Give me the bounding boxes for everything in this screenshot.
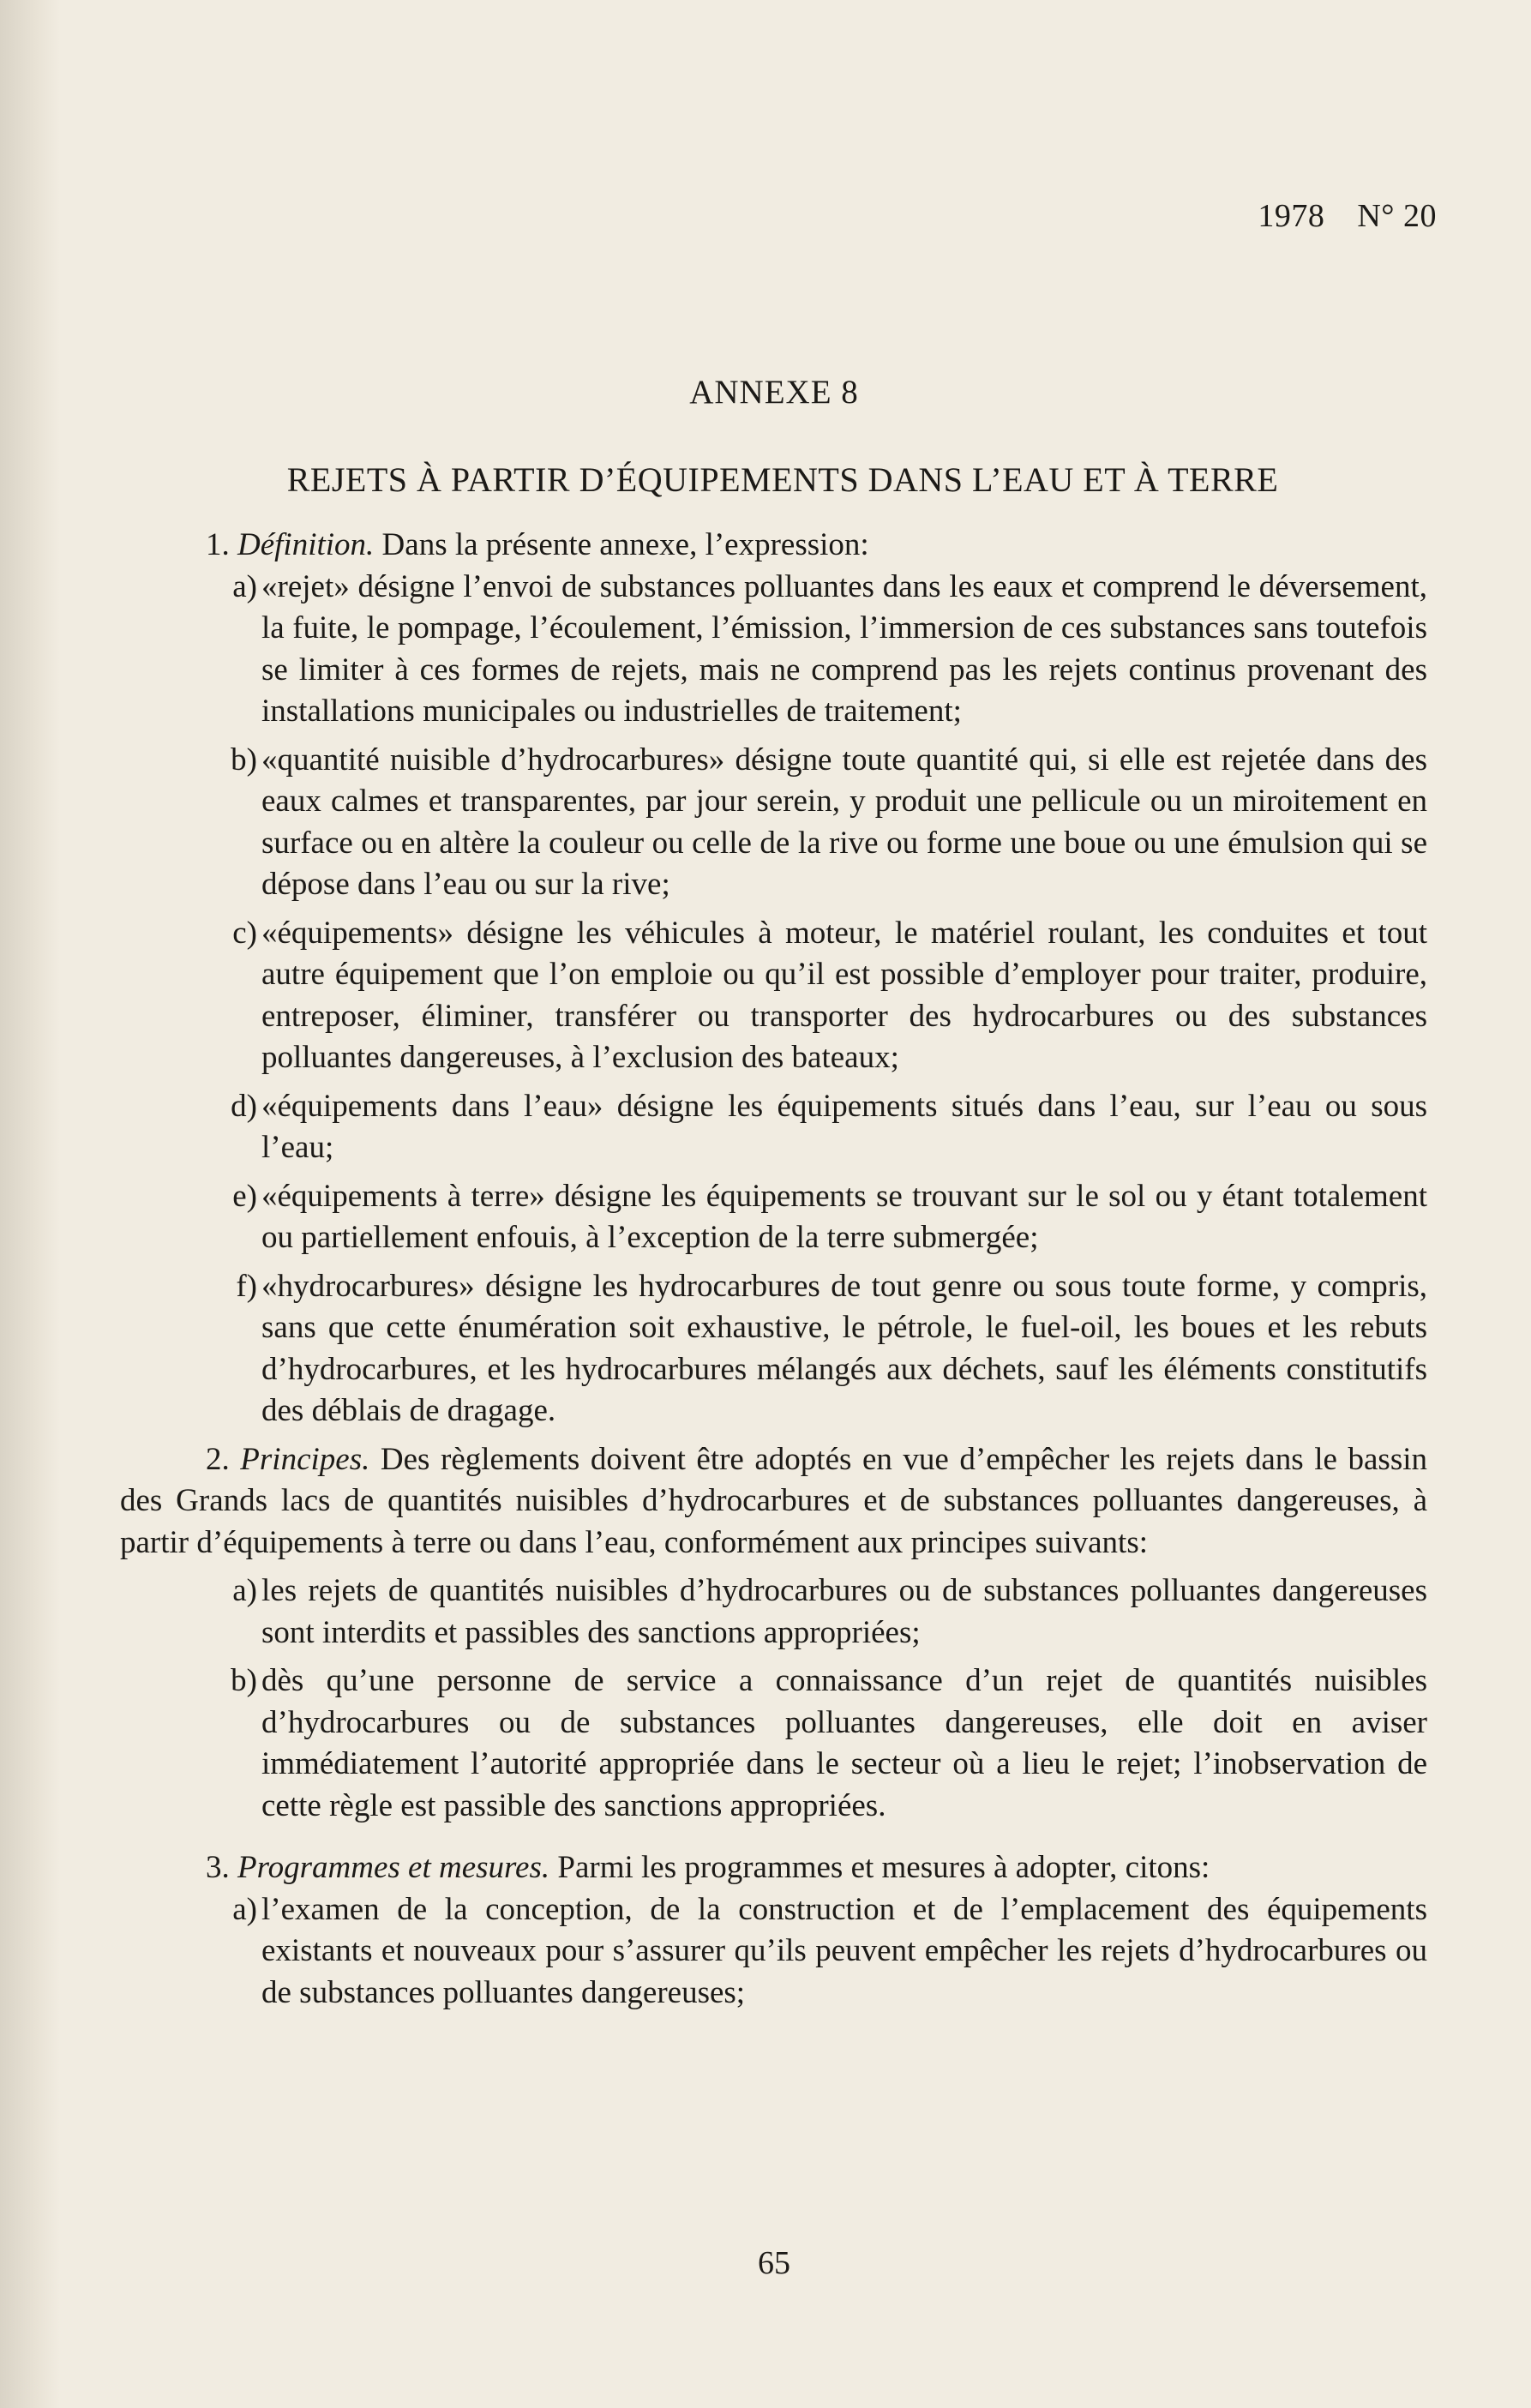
- item-label: a): [232, 1573, 257, 1608]
- item-label: b): [231, 1663, 257, 1698]
- item-label: a): [232, 568, 257, 604]
- item-text: «équipements à terre» désigne les équipements se trouvant sur le sol ou y étant totalement ou partiellement enfouis, à l’exception de la terre submergée;: [261, 1178, 1427, 1255]
- section-number: 1.: [206, 527, 230, 562]
- section-intro: Parmi les programmes et mesures à adopter, citons:: [557, 1850, 1210, 1885]
- section-number: 2.: [206, 1441, 230, 1477]
- list-item: [120, 1086, 1427, 1169]
- page-binding-edge: [0, 0, 60, 2408]
- item-text: «rejet» désigne l’envoi de substances polluantes dans les eaux et comprend le déversement, la fuite, le pompage, l’écoulement, l’émission, l’immersion de ces substances sans toutefois se limiter à ces formes de rejets, mais ne comprend pas les rejets continus provenant des installations municipales ou industrielles de traitement;: [261, 568, 1427, 729]
- item-text: «équipements dans l’eau» désigne les équipements situés dans l’eau, sur l’eau ou sous l’eau;: [261, 1088, 1427, 1165]
- item-text: les rejets de quantités nuisibles d’hydrocarbures ou de substances polluantes dangereuses sont interdits et passibles des sanctions appropriées;: [261, 1573, 1427, 1650]
- section-title: Principes.: [240, 1441, 370, 1477]
- list-item: [120, 1570, 1427, 1654]
- document-body: [120, 525, 1427, 2014]
- section-intro: Dans la présente annexe, l’expression:: [381, 527, 869, 562]
- section-programs: [120, 1847, 1427, 1889]
- section-number: 3.: [206, 1850, 230, 1885]
- list-item: [120, 1176, 1427, 1259]
- item-label: a): [232, 1891, 257, 1927]
- document-number: N° 20: [1357, 198, 1437, 234]
- list-item: [120, 1660, 1427, 1827]
- item-label: b): [231, 742, 257, 778]
- item-text: «hydrocarbures» désigne les hydrocarbures de tout genre ou sous toute forme, y compris, sans que cette énumération soit exhaustive, le pétrole, le fuel-oil, les boues et les rebuts d’hydrocarbures, et les hydrocarbures mélangés aux déchets, sauf les éléments constitutifs des déblais de dragage.: [261, 1268, 1427, 1428]
- list-item: [120, 913, 1427, 1079]
- section-definition: [120, 525, 1427, 567]
- item-text: dès qu’une personne de service a connaissance d’un rejet de quantités nuisibles d’hydrocarbures ou de substances polluantes dangereuses, elle doit en aviser immédiatement l’autorité appropriée dans le secteur où a lieu le rejet; l’inobservation de cette règle est passible des sanctions appropriées.: [261, 1663, 1427, 1823]
- document-year: 1978: [1258, 198, 1325, 234]
- section-intro: Des règlements doivent être adoptés en vue d’empêcher les rejets dans le bassin des Grands lacs de quantités nuisibles d’hydrocarbures et de substances polluantes dangereuses, à partir d’équipements à terre ou dans l’eau, conformément aux principes suivants:: [120, 1441, 1427, 1560]
- item-label: f): [236, 1268, 257, 1304]
- item-label: e): [232, 1178, 257, 1214]
- item-label: d): [231, 1088, 257, 1124]
- section-title: Définition.: [237, 527, 375, 562]
- document-reference: [1258, 197, 1437, 235]
- section-title: Programmes et mesures.: [237, 1850, 550, 1885]
- item-text: «équipements» désigne les véhicules à moteur, le matériel roulant, les conduites et tout autre équipement que l’on emploie ou qu’il est possible d’employer pour traiter, produire, entreposer, éliminer, transférer ou transporter des hydrocarbures ou des substances polluantes dangereuses, à l’exclusion des bateaux;: [261, 915, 1427, 1075]
- annex-title: ANNEXE 8: [689, 374, 859, 411]
- section-principles: [120, 1439, 1427, 1564]
- page-number: 65: [758, 2245, 790, 2281]
- list-item: [120, 740, 1427, 906]
- list-item: [120, 567, 1427, 733]
- list-item: [120, 1889, 1427, 2015]
- list-item: [120, 1266, 1427, 1432]
- item-text: l’examen de la conception, de la construction et de l’emplacement des équipements existants et nouveaux pour s’assurer qu’ils peuvent empêcher les rejets d’hydrocarbures ou de substances polluantes dangereuses;: [261, 1891, 1427, 2010]
- annex-heading: REJETS À PARTIR D’ÉQUIPEMENTS DANS L’EAU ET À TERRE: [286, 460, 1279, 499]
- item-label: c): [232, 915, 257, 951]
- item-text: «quantité nuisible d’hydrocarbures» désigne toute quantité qui, si elle est rejetée dans des eaux calmes et transparentes, par jour serein, y produit une pellicule ou un miroitement en surface ou en altère la couleur ou celle de la rive ou forme une boue ou une émulsion qui se dépose dans l’eau ou sur la rive;: [261, 742, 1427, 902]
